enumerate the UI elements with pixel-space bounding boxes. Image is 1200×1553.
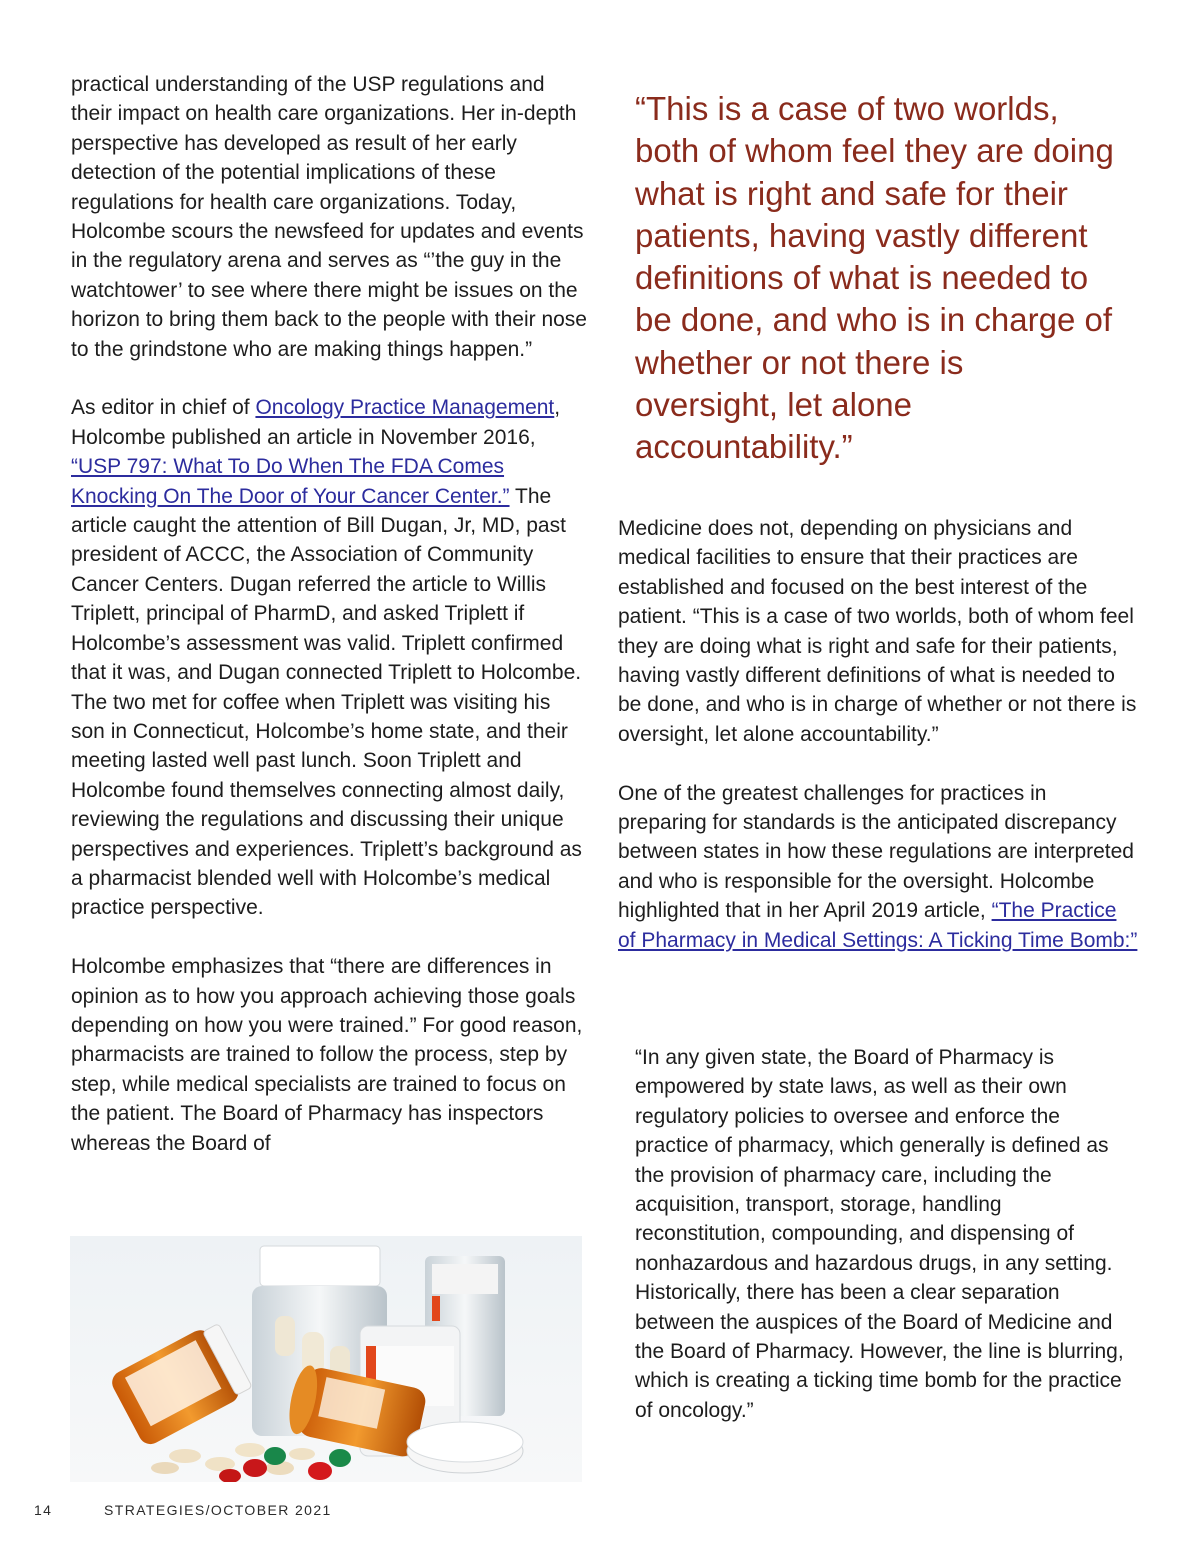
right-paragraph-1: Medicine does not, depending on physicians and medical facilities to ensure that their practices are established and focused on the best interest of the patient. “This is a case of two worlds, both of whom feel they are doing what is right and safe for their patients, having vastly different definitions of what is needed to be done, and who is in charge of whether or not there is oversight, let alone accountability.” [618, 517, 1137, 746]
issue-label: STRATEGIES/OCTOBER 2021 [104, 1502, 332, 1518]
left-column [71, 70, 589, 1187]
p2-intro-text: As editor in chief of [71, 396, 256, 420]
usp-797-article-link[interactable]: “USP 797: What To Do When The FDA Comes Knocking On The Door of Your Cancer Center.” [71, 455, 510, 508]
left-paragraph-1: practical understanding of the USP regulations and their impact on health care organizations. Her in-depth perspective has developed as result of her early detection of the potential implications of these regulations for health care organizations. Today, Holcombe scours the newsfeed for updates and events in the regulatory arena and serves as “’the guy in the watchtower’ to see where there might be issues on the horizon to bring them back to the people with their nose to the grindstone who are making things happen.” [71, 73, 587, 361]
article-blockquote: “In any given state, the Board of Pharmacy is empowered by state laws, as well as their own regulatory policies to oversee and enforce the practice of pharmacy, which generally is defined as the provision of pharmacy care, including the acquisition, transport, storage, handling reconstitution, compounding, and dispensing of nonhazardous and hazardous drugs, in any setting. Historically, there has been a clear separation between the auspices of the Board of Medicine and the Board of Pharmacy. However, the line is blurring, which is creating a ticking time bomb for the practice of oncology.” [635, 1046, 1124, 1422]
ticking-time-bomb-article-link[interactable]: “The Practice of Pharmacy in Medical Settings: A Ticking Time Bomb:” [618, 899, 1138, 952]
right-paragraph-2 [618, 779, 1138, 955]
pill-bottles-photo [70, 1236, 582, 1482]
pull-quote: “This is a case of two worlds, both of whom feel they are doing what is right and safe for their patients, having vastly different definitions of what is needed to be done, and who is in charge of whether or not there is oversight, let alone accountability.” [635, 90, 1114, 466]
pill-bottles-illustration [70, 1236, 582, 1482]
right-column [618, 514, 1138, 984]
p2-rest-text: The article caught the attention of Bill Dugan, Jr, MD, past president of ACCC, the Association of Community Cancer Centers. Dugan referred the article to Willis Triplett, principal of PharmD, and asked Triplett if Holcombe’s assessment was valid. Triplett confirmed that it was, and Dugan connected Triplett to Holcombe. The two met for coffee when Triplett was visiting his son in Connecticut, Holcombe’s home state, and their meeting lasted well past lunch. Soon Triplett and Holcombe found themselves connecting almost daily, reviewing the regulations and discussing their unique perspectives and experiences. Triplett’s background as a pharmacist blended well with Holcombe’s medical practice perspective. [71, 484, 582, 920]
oncology-practice-management-link[interactable]: Oncology Practice Management [255, 396, 555, 420]
p2-mid-text: , Holcombe published an article in November 2016, [71, 396, 561, 449]
page-number: 14 [34, 1502, 53, 1518]
left-paragraph-2 [71, 393, 589, 922]
left-paragraph-3: Holcombe emphasizes that “there are differences in opinion as to how you approach achieving those goals depending on how you were trained.” For good reason, pharmacists are trained to follow the process, step by step, while medical specialists are trained to focus on the patient. The Board of Pharmacy has inspectors whereas the Board of [71, 955, 583, 1155]
right-p2-text: One of the greatest challenges for practices in preparing for standards is the anticipated discrepancy between states in how these regulations are interpreted and who is responsible for the oversight. Holcombe highlighted that in her April 2019 article, [618, 781, 1134, 923]
